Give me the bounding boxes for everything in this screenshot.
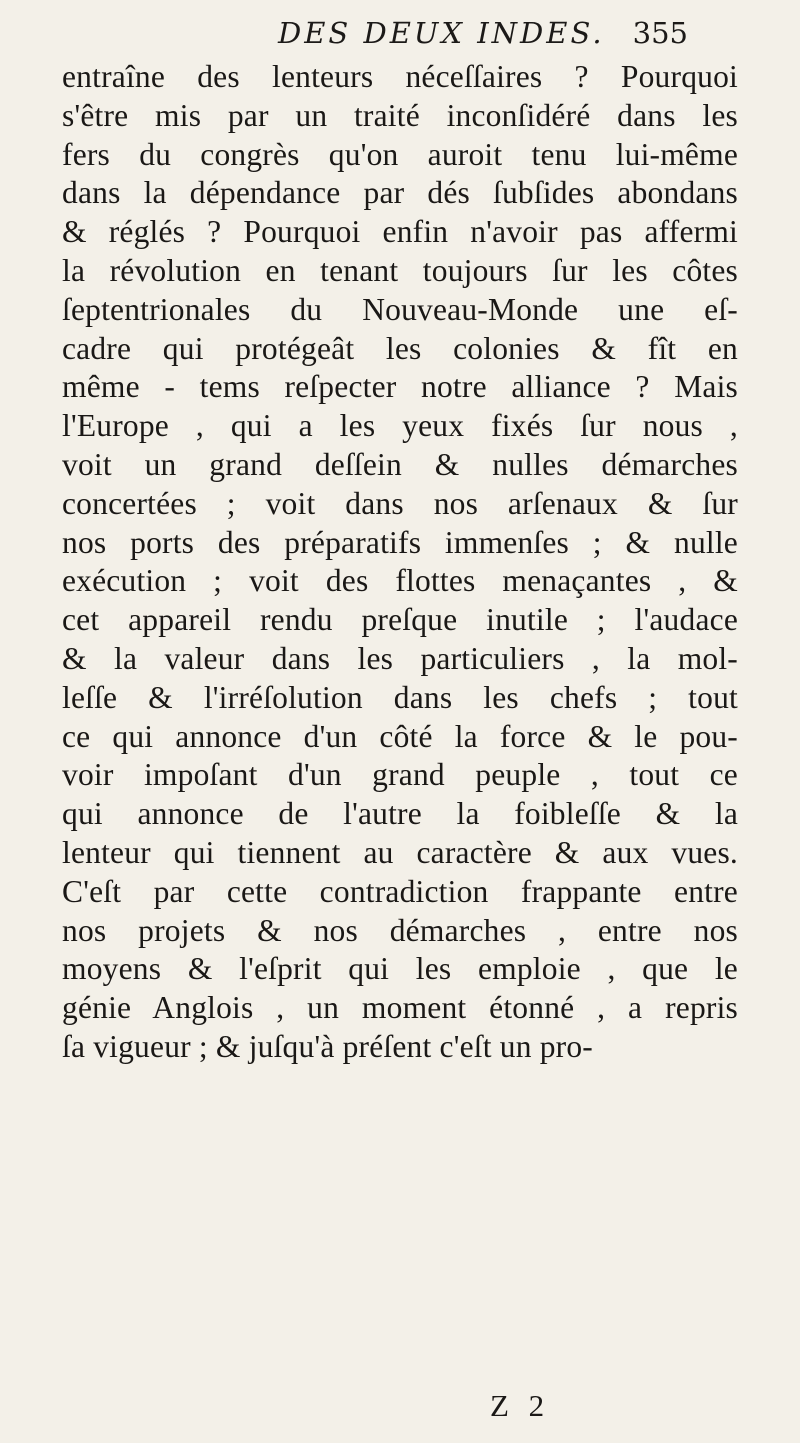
text-line: lenteur qui tiennent au caractère & aux vues. — [62, 834, 738, 870]
text-line: & la valeur dans les particuliers , la mol- — [62, 640, 738, 676]
text-line: voit un grand deſſein & nulles démarches — [62, 446, 738, 482]
page-number: 355 — [632, 16, 688, 50]
page-header — [278, 12, 688, 56]
text-line: leſſe & l'irréſolution dans les chefs ; tout — [62, 679, 738, 715]
text-line: fers du congrès qu'on auroit tenu lui-même — [62, 136, 738, 172]
text-line: & réglés ? Pourquoi enfin n'avoir pas affermi — [62, 214, 738, 250]
text-line: cadre qui protégeât les colonies & fît en — [62, 330, 738, 366]
text-line: cet appareil rendu preſque inutile ; l'audace — [62, 602, 738, 638]
text-line: l'Europe , qui a les yeux fixés ſur nous , — [62, 408, 738, 444]
body-text — [62, 58, 738, 1067]
text-line: la révolution en tenant toujours ſur les côtes — [62, 252, 738, 288]
text-line: qui annonce de l'autre la foibleſſe & la — [62, 796, 738, 832]
text-line: moyens & l'eſprit qui les emploie , que le — [62, 951, 738, 987]
text-line: nos projets & nos démarches , entre nos — [62, 912, 738, 948]
text-line: exécution ; voit des flottes menaçantes , & — [62, 563, 738, 599]
text-line: ce qui annonce d'un côté la force & le pou- — [62, 718, 738, 754]
text-line: s'être mis par un traité inconſidéré dans les — [62, 97, 738, 133]
text-line: génie Anglois , un moment étonné , a repris — [62, 990, 738, 1026]
text-line: nos ports des préparatifs immenſes ; & nulle — [62, 524, 738, 560]
signature-mark: Z 2 — [490, 1388, 551, 1423]
text-line: ſeptentrionales du Nouveau-Monde une eſ- — [62, 291, 738, 327]
text-line: concertées ; voit dans nos arſenaux & ſur — [62, 485, 738, 521]
text-line: entraîne des lenteurs néceſſaires ? Pourquoi — [62, 59, 738, 94]
text-line: dans la dépendance par dés ſubſides abondans — [62, 175, 738, 211]
text-line: ſa vigueur ; & juſqu'à préſent c'eſt un pro- — [62, 1028, 593, 1064]
running-head: DES DEUX INDES. — [278, 16, 605, 50]
text-line: voir impoſant d'un grand peuple , tout ce — [62, 757, 738, 793]
text-line: même - tems reſpecter notre alliance ? Mais — [62, 369, 738, 405]
text-line: C'eſt par cette contradiction frappante entre — [62, 873, 738, 909]
